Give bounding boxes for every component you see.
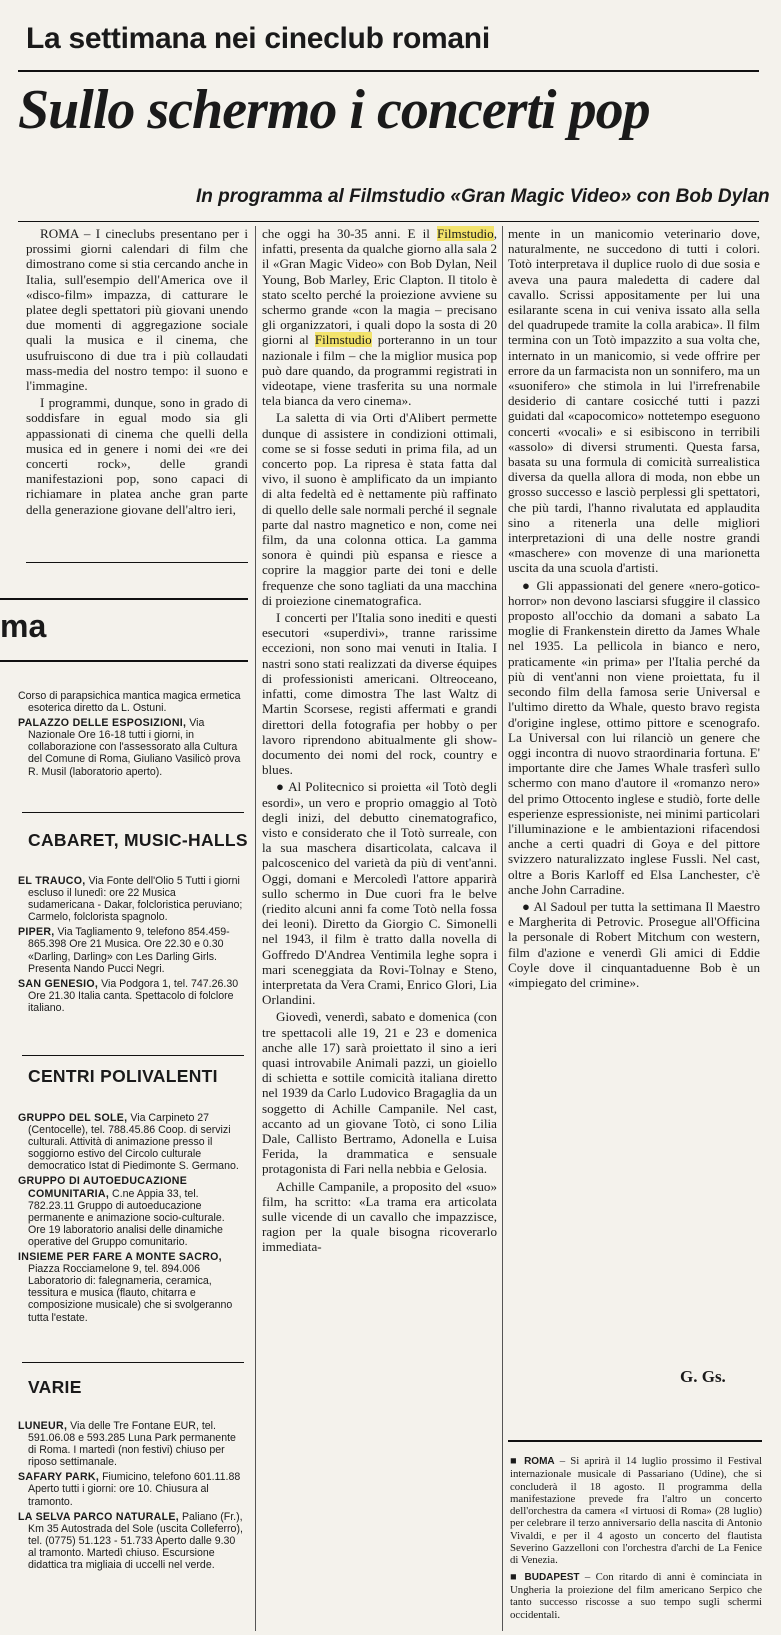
listing-entry	[18, 1251, 243, 1324]
headline: Sullo schermo i concerti pop	[18, 79, 650, 141]
brief-place: ROMA	[524, 1456, 555, 1467]
paragraph: ● Al Sadoul per tutta la settimana Il Maestro e Margherita di Petrovic. Prosegue all'Officina la personale di Robert Mitchum con western, film d'azione e venerdì Gli amici di Eddie Coyle dove il cinquantaduenne Bob è un «impiegato del crimine».	[508, 898, 760, 990]
section-heading-centri: CENTRI POLIVALENTI	[28, 1066, 218, 1086]
listing-entry	[18, 1471, 243, 1507]
listing-entry	[18, 1420, 243, 1468]
listing-name: EL TRAUCO,	[18, 875, 86, 887]
listing-text: Via Nazionale Ore 16-18 tutti i giorni, in collaborazione con l'assessorato alla Cultura del Comune di Roma, Giuliano Vasilicò prova R. Musil (laboratorio aperto).	[28, 717, 241, 778]
listings-intro	[18, 690, 243, 810]
paragraph: ROMA – I cineclubs presentano per i prossimi giorni calendari di film che dimostrano come si stia cercando anche in Italia, sull'esempio dell'America ove il «disco-film» impazza, di catturare le platee degli spettatori più giovani unendo due momenti di aggregazione sociale quali la musica e il cinema, che usufruiscono di due tra i più collaudati mass-media del nostro tempo: il suono e l'immagine.	[26, 226, 248, 394]
listings-top-rule	[0, 598, 248, 600]
article-column-2	[262, 226, 497, 1631]
listing-text: C.ne Appia 33, tel. 782.23.11 Gruppo di autoeducazione permanente e animazione socio-culturale. Ore 19 laboratorio analisi delle dinamiche operative del Gruppo comunitario.	[28, 1187, 225, 1248]
listing-text: Via delle Tre Fontane EUR, tel. 591.06.08 e 593.285 Luna Park permanente di Roma. I martedì (non festivi) chiuso per riposo settimanale.	[28, 1420, 236, 1469]
listing-name: PALAZZO DELLE ESPOSIZIONI,	[18, 717, 187, 730]
listing-text: Corso di parapsichica mantica magica ermetica esoterica diretto da L. Ostuni.	[18, 690, 241, 715]
paragraph: ● Gli appassionati del genere «nero-gotico-horror» non devono lasciarsi sfuggire il classico proposto all'occhio da domani a sabato La moglie di Frankenstein diretto da James Whale nel 1935. La pellicola in bianco e nero, praticamente «in prima» per l'Italia perché da più di vent'anni non viene proiettata, fu il secondo film della famosa serie Universal e l'ultimo diretto da Whale, questo bravo regista d'origine inglese, ottimo pittore e scenografo. La Universal con lui rilanciò un genere che oggi incontra di nuovo straordinaria fortuna. E' importante dire che James Whale trasferì sullo schermo con mano d'autore il «romanzo nero» del primo Ottocento inglese e studiò, forte delle esperienze espressioniste, nei minimi particolari l'illuminazione e le ambientazioni rifacendosi anche a certi quadri di Goya e del pittore svizzero naturalizzato inglese Fussli. Nel cast, oltre a Boris Karloff ed Elsa Lanchester, c'è anche John Carradine.	[508, 577, 760, 897]
highlight-filmstudio: Filmstudio	[314, 332, 372, 348]
section-heading-varie: VARIE	[28, 1377, 82, 1397]
listings-varie	[18, 1420, 243, 1632]
paragraph	[262, 226, 497, 408]
listing-entry	[18, 717, 243, 777]
article-column-1	[26, 226, 248, 556]
listing-entry	[18, 1112, 243, 1172]
listing-entry	[18, 1175, 243, 1248]
news-briefs	[510, 1455, 762, 1630]
section-rule	[22, 1055, 244, 1056]
listing-entry	[18, 978, 243, 1014]
listing-entry	[18, 926, 243, 974]
paragraph: Giovedì, venerdì, sabato e domenica (con tre spettacoli alle 19, 21 e 23 e domenica anche alle 17) sarà proiettato il sino a ieri quasi introvabile Animali pazzi, un gioiello di schietta e sottile comicità italiana diretto nel 1939 da Carlo Ludovico Bragaglia da un soggetto di Achille Campanile. Nel cast, accanto ad un giovane Totò, ci sono Lilia Dale, Callisto Bertramo, Adonella e Luisa Ferida, la drammatica e sensuale protagonista di Fari nella nebbia e Gelosia.	[262, 1009, 497, 1177]
text-run: che oggi ha 30-35 anni. E il	[262, 226, 430, 241]
listings-centri	[18, 1112, 243, 1357]
column-divider	[502, 226, 503, 1631]
kicker-rule	[18, 70, 759, 72]
listing-text: Via Podgora 1, tel. 747.26.30 Ore 21.30 Italia canta. Spettacolo di folclore italiano.	[28, 977, 239, 1014]
text-run: , infatti, presenta da qualche giorno alla sala 2 il «Gran Magic Video» con Bob Dylan, Neil Young, Bob Marley, Eric Clapton. Il titolo è stato scelto perché la proiezione avviene su schermo grande «con la magia – precisano gli organizzatori, i quali dopo la sosta di 20 giorni al	[262, 226, 497, 348]
listing-text: Fiumicino, telefono 601.11.88 Aperto tutti i giorni: ore 10. Chiusura al tramonto.	[28, 1471, 241, 1508]
listing-name: SAN GENESIO,	[18, 977, 99, 990]
brief-item: ■ ROMA – Si aprirà il 14 luglio prossimo il Festival internazionale musicale di Passariano (Udine), che si concluderà il 18 agosto. Il programma della manifestazione prevede fra l'altro un concerto dell'orchestra da camera «I virtuosi di Roma» (28 luglio) per celebrare il terzo anniversario della nascita di Antonio Vivaldi, e per il 4 agosto un concerto del flautista Severino Gazzelloni con l'orchestra d'archi de La Fenice di Venezia.	[510, 1455, 762, 1567]
listing-name: PIPER,	[18, 926, 55, 939]
section-rule	[22, 1362, 244, 1363]
briefs-top-rule	[508, 1440, 762, 1442]
listing-text: Via Tagliamento 9, telefono 854.459-865.398 Ore 21 Musica. Ore 22.30 e 0.30 «Darling, Darling» con Les Darling Girls. Presenta Nando Pucci Negri.	[28, 926, 230, 975]
listings-title-rule	[0, 660, 248, 662]
brief-text: – Con ritardo di anni è cominciata in Ungheria la proiezione del film americano Serpico che tanto successo riscosse a suo tempo sugli schermi occidentali.	[510, 1570, 762, 1621]
listing-entry	[18, 875, 243, 923]
listing-text: Piazza Rocciamelone 9, tel. 894.006 Laboratorio di: falegnameria, ceramica, tessitura e musica (flauto, chitarra e composizione musicale) che si svolgeranno tutta l'estate.	[28, 1263, 233, 1324]
paragraph: I concerti per l'Italia sono inediti e questi esecutori «superdivi», tranne rarissime eccezioni, non sono mai venuti in Italia. I nastri sono stati realizzati da diverse équipes di professionisti americani. Oltreoceano, infatti, come dimostra The last Waltz di Martin Scorsese, registi affermati e grandi direttori della fotografia per hobby o per lavoro riprendono abitualmente gli show-documento dei nomi del rock, country e blues.	[262, 610, 497, 778]
highlight-filmstudio: Filmstudio	[436, 226, 494, 241]
signature: G. Gs.	[680, 1367, 726, 1386]
listing-name: INSIEME PER FARE A MONTE SACRO,	[18, 1251, 222, 1264]
brief-text: – Si aprirà il 14 luglio prossimo il Festival internazionale musicale di Passariano (Udine), che si concluderà il 18 agosto. Il programma della manifestazione prevede fra l'altro un concerto dell'orchestra da camera «I virtuosi di Roma» (28 luglio) per celebrare il terzo anniversario della nascita di Antonio Vivaldi, e per il 4 agosto un concerto del flautista Severino Gazzelloni con l'orchestra d'archi de La Fenice di Venezia.	[510, 1455, 762, 1567]
kicker-title: La settimana nei cineclub romani	[26, 22, 490, 55]
column-divider	[255, 226, 256, 1631]
listings-section-title: ma	[0, 608, 47, 644]
listing-text: Via Fonte dell'Olio 5 Tutti i giorni escluso il lunedì: ore 22 Musica sudamericana - Dakar, folcloristica peruviano; Carmelo, folclorista spagnolo.	[28, 875, 243, 924]
listing-name: GRUPPO DEL SOLE,	[18, 1112, 128, 1124]
listing-name: GRUPPO DI AUTOEDUCAZIONE COMUNITARIA,	[18, 1175, 188, 1200]
section-rule	[22, 812, 244, 813]
subhead-rule	[18, 221, 759, 222]
listing-text: Paliano (Fr.), Km 35 Autostrada del Sole (uscita Colleferro), tel. (0775) 51.123 - 51.733 Aperto dalle 9.30 al tramonto. Martedì chiuso. Escursione didattica tra migliaia di uccelli nel verde.	[28, 1510, 243, 1572]
paragraph: I programmi, dunque, sono in grado di soddisfare in egual modo sia gli appassionati di cinema che quelli della musica ed in genere i nomi dei «re dei concerti rock», delle grandi manifestazioni pop, sono capaci di richiamare in platea anche gran parte della generazione giovane dell'altro ieri,	[26, 395, 248, 517]
article-column-3	[508, 226, 760, 1426]
listing-text: Via Carpineto 27 (Centocelle), tel. 788.45.86 Coop. di servizi culturali. Attività di animazione presso il soggiorno estivo del Circolo culturale democratico Istat di Piedimonte S. Germano.	[28, 1112, 239, 1173]
text-run: porteranno in un tour nazionale i film – che la miglior musica pop può dare quando, da programmi registrati in videotape, viene trasferita su una normale tela bianca da vero cinema».	[262, 332, 497, 409]
listing-name: SAFARY PARK,	[18, 1471, 100, 1484]
listing-entry	[18, 690, 243, 714]
brief-item: ■ BUDAPEST – Con ritardo di anni è cominciata in Ungheria la proiezione del film americano Serpico che tanto successo riscosse a suo tempo sugli schermi occidentali.	[510, 1570, 762, 1621]
column-1-end-rule	[26, 562, 248, 563]
paragraph: Achille Campanile, a proposito del «suo» film, ha scritto: «La trama era articolata sulle vicende di un cavallo che impazzisce, ragion per la quale bisogna ricoverarlo immediata-	[262, 1178, 497, 1255]
listings-cabaret	[18, 875, 243, 1050]
paragraph: ● Al Politecnico si proietta «il Totò degli esordi», un vero e proprio omaggio al Totò degli inizi, del debutto cinematografico, visto e considerato che il Totò surreale, con la sua maschera disarticolata, calcava il palcoscenico del varietà da più di vent'anni. Oggi, domani e Mercoledì l'attore apparirà sullo schermo in Due cuori fra le belve (riedito alcuni anni fa come Totò nella fossa dei leoni). Diretto da Giorgio C. Simonelli nel 1943, il film è tratto dalla novella di Goffredo D'Andrea Ventimila leghe sopra i mari sceneggiata da Rovi-Tolnay e Steno, interpretata da Vera Crami, Enrico Glori, Lia Orlandini.	[262, 779, 497, 1008]
brief-place: BUDAPEST	[524, 1571, 580, 1583]
listing-name: LA SELVA PARCO NATURALE,	[18, 1510, 179, 1523]
listing-entry	[18, 1511, 243, 1571]
listing-name: LUNEUR,	[18, 1420, 68, 1432]
section-heading-cabaret: CABARET, MUSIC-HALLS	[28, 830, 248, 850]
paragraph: La saletta di via Orti d'Alibert permette dunque di assistere in condizioni ottimali, come se si fosse seduti in prima fila, ad un concerto pop. La ripresa è stata fatta dal vivo, il suono è amplificato da un impianto di alta fedeltà ed è nettamente più raffinato di quello delle sale normali perché il segnale parte dal nastro magnetico e non, come nei film, da una colonna ottica. La gamma sonora è quindi più espansa e riesce a coprire la maggior parte dei toni e delle frequenze che sono tagliati da una macchina di proiezione cinematografica.	[262, 410, 497, 608]
subhead: In programma al Filmstudio «Gran Magic Video» con Bob Dylan	[196, 186, 770, 207]
paragraph: mente in un manicomio veterinario dove, naturalmente, ne succedono di tutti i colori. Totò interpretava il duplice ruolo di due sosia e aveva una paura maledetta di cadere dal cavallo. Scrissi appositamente per lui una esilarante scena in cui veniva issato alla sella del quadrupede tramite la colla arabica». Il film termina con un Totò impazzito a sua volta che, internato in un manicomio, si vede offrire per errore da un farmacista non un sonnifero, ma un «suonifero» che stimola in lui l'irrefrenabile desiderio di cantare cosicché tutti i pazzi guidati dal «capocomico» nottetempo eseguono concerti «vocali» e si esibiscono in terribili «assolo» di diversi strumenti. Questa farsa, basata su una formula di comicità surrealistica diversa da quella allora di moda, non ebbe un grosso successo e lasciò perplessi gli spettatori, che più tardi, l'hanno rivalutata ed applaudita sino a ritenerla una delle migliori interpretazioni di una delle nostre grandi «maschere» con movenze di una marionetta uscita da una scuola d'artisti.	[508, 226, 760, 576]
